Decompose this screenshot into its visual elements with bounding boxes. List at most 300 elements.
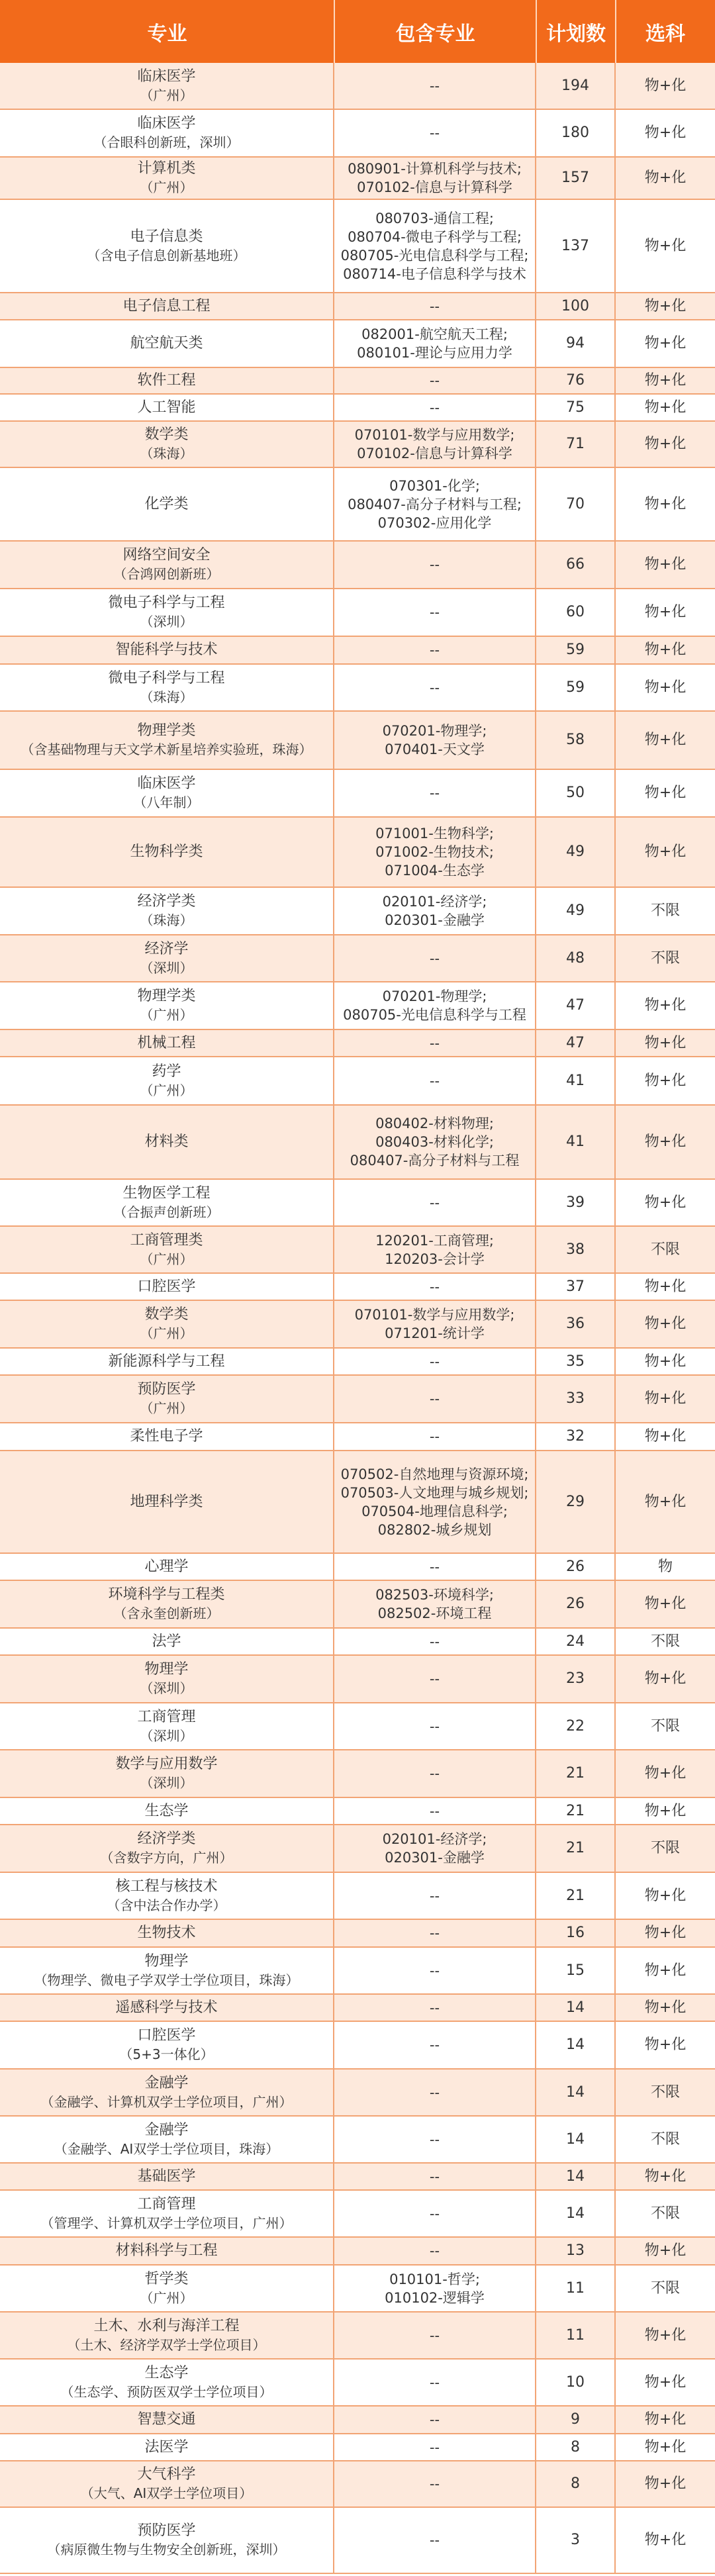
major-note: （广州）	[140, 2289, 193, 2306]
included-major: 071004-生态学	[385, 863, 485, 879]
included-major: --	[429, 950, 440, 967]
included-major: --	[429, 1194, 440, 1211]
included-majors-cell	[334, 1451, 536, 1552]
major-name: 法医学	[144, 2438, 189, 2456]
major-note: （生态学、预防医双学士学位项目）	[60, 2383, 273, 2400]
plan-count-cell	[536, 1629, 616, 1654]
table-row	[0, 293, 715, 320]
subject-requirement: 物+化	[644, 335, 687, 352]
plan-count: 100	[561, 297, 589, 314]
plan-count-cell	[536, 1227, 616, 1272]
included-major: --	[429, 2205, 440, 2222]
major-note: （含基础物理与天文学术新星培养实验班，珠海）	[21, 741, 312, 757]
major-name-cell	[0, 368, 334, 393]
major-name: 环境科学与工程类	[108, 1586, 225, 1603]
included-major: --	[429, 77, 440, 94]
table-row	[0, 1106, 715, 1180]
included-major: 071002-生物技术;	[375, 844, 494, 860]
major-note: （八年制）	[133, 794, 200, 810]
plan-count: 59	[566, 642, 585, 658]
plan-count: 24	[566, 1633, 585, 1650]
subject-requirement: 物+化	[644, 1493, 687, 1510]
plan-count: 14	[566, 2130, 585, 2148]
major-name-cell	[0, 2508, 334, 2573]
included-major: 080407-高分子材料与工程;	[348, 496, 522, 512]
included-major: --	[429, 1073, 440, 1089]
major-name-cell	[0, 2461, 334, 2506]
included-major: --	[429, 1558, 440, 1575]
subject-requirement: 不限	[650, 2130, 680, 2148]
plan-count-cell	[536, 1825, 616, 1872]
included-major: --	[429, 1887, 440, 1904]
included-major: 120201-工商管理;	[375, 1232, 494, 1249]
major-note: （5+3一体化）	[119, 2046, 214, 2062]
subject-requirement: 物+化	[644, 399, 687, 416]
plan-count: 194	[561, 77, 589, 94]
included-majors-cell	[334, 1750, 536, 1797]
included-major: --	[429, 2327, 440, 2344]
included-major: 082503-环境科学;	[375, 1587, 494, 1603]
plan-count-cell	[536, 1106, 616, 1178]
included-majors-cell	[334, 1301, 536, 1347]
subject-requirement-cell	[616, 637, 715, 663]
subject-requirement: 物+化	[644, 2168, 687, 2185]
included-major: 120203-会计学	[385, 1251, 485, 1267]
major-name: 智慧交通	[137, 2411, 196, 2428]
major-name-cell	[0, 1581, 334, 1627]
major-name: 材料类	[144, 1133, 189, 1150]
included-major: --	[429, 1925, 440, 1941]
subject-requirement: 物+化	[644, 1034, 687, 1051]
included-major: 070101-数学与应用数学;	[354, 427, 515, 443]
plan-count: 75	[566, 399, 585, 416]
plan-count: 36	[566, 1315, 585, 1332]
table-row	[0, 2164, 715, 2191]
included-major: 020101-经济学;	[382, 1831, 487, 1847]
plan-count-cell	[536, 2407, 616, 2433]
major-name-cell	[0, 1554, 334, 1580]
included-major: 080705-光电信息科学与工程	[343, 1007, 526, 1023]
subject-requirement-cell	[616, 1554, 715, 1580]
plan-count: 26	[566, 1596, 585, 1612]
subject-requirement: 物+化	[644, 372, 687, 389]
major-name-cell	[0, 395, 334, 420]
included-major: 080705-光电信息科学与工程;	[340, 247, 529, 263]
subject-requirement-cell	[616, 1057, 715, 1104]
included-majors-cell	[334, 1106, 536, 1178]
included-majors-cell	[334, 637, 536, 663]
major-note: （珠海）	[140, 689, 193, 705]
subject-requirement: 物+化	[644, 436, 687, 452]
table-row	[0, 712, 715, 770]
subject-requirement-cell	[616, 1948, 715, 1993]
plan-count: 22	[566, 1717, 585, 1735]
major-name: 物理学类	[137, 988, 196, 1004]
major-name-cell	[0, 158, 334, 199]
table-row	[0, 2238, 715, 2266]
major-name-cell	[0, 589, 334, 636]
subject-requirement: 物+化	[644, 2475, 687, 2492]
table-row	[0, 1274, 715, 1301]
included-major: --	[429, 1999, 440, 2016]
major-note: （深圳）	[140, 614, 193, 630]
subject-requirement-cell	[616, 395, 715, 420]
included-majors-cell	[334, 63, 536, 109]
subject-requirement-cell	[616, 888, 715, 934]
plan-count-cell	[536, 2434, 616, 2460]
included-majors-cell	[334, 1030, 536, 1056]
major-name: 法学	[152, 1633, 181, 1650]
major-note: （含中法合作办学）	[107, 1897, 226, 1913]
subject-requirement-cell	[616, 110, 715, 156]
major-name-cell	[0, 63, 334, 109]
major-name: 人工智能	[137, 399, 196, 416]
subject-requirement: 不限	[650, 2083, 680, 2101]
table-row	[0, 2313, 715, 2360]
plan-count: 11	[566, 2326, 585, 2344]
table-row	[0, 2508, 715, 2574]
table-row	[0, 110, 715, 158]
major-name-cell	[0, 1798, 334, 1824]
included-major: --	[429, 1962, 440, 1979]
plan-count-cell	[536, 1301, 616, 1347]
plan-count: 47	[566, 997, 585, 1014]
table-row	[0, 818, 715, 888]
major-name: 预防医学	[137, 2522, 196, 2539]
plan-count: 49	[566, 902, 585, 919]
header-included-majors: 包含专业	[395, 22, 475, 46]
table-row	[0, 2022, 715, 2070]
included-majors-cell	[334, 1274, 536, 1300]
plan-count-cell	[536, 2117, 616, 2162]
subject-requirement-cell	[616, 63, 715, 109]
major-name: 生物技术	[137, 1925, 196, 1941]
included-majors-cell	[334, 1995, 536, 2021]
plan-count-cell	[536, 542, 616, 588]
table-row	[0, 1423, 715, 1451]
major-name: 航空航天类	[130, 335, 203, 352]
included-majors-cell	[334, 1180, 536, 1225]
major-note: （深圳）	[140, 1775, 193, 1791]
table-row	[0, 2360, 715, 2407]
plan-count: 60	[566, 604, 585, 620]
major-note: （广州）	[140, 1325, 193, 1341]
major-name-cell	[0, 2191, 334, 2236]
included-majors-cell	[334, 2266, 536, 2311]
major-name: 微电子科学与工程	[108, 669, 225, 687]
subject-requirement-cell	[616, 1106, 715, 1178]
subject-requirement-cell	[616, 2407, 715, 2433]
plan-count-cell	[536, 770, 616, 816]
major-name-cell	[0, 1376, 334, 1422]
major-name-cell	[0, 293, 334, 319]
major-name-cell	[0, 200, 334, 292]
included-majors-cell	[334, 1873, 536, 1919]
plan-count: 21	[566, 1765, 585, 1782]
included-major: 070102-信息与计算科学	[357, 446, 512, 461]
major-note: （珠海）	[140, 912, 193, 928]
major-note: （金融学、AI双学士学位项目，珠海）	[54, 2140, 279, 2157]
table-row	[0, 1750, 715, 1798]
subject-requirement: 不限	[650, 902, 680, 919]
table-header	[0, 0, 715, 63]
major-name: 微电子科学与工程	[108, 595, 225, 611]
included-major: 080101-理论与应用力学	[357, 345, 512, 361]
included-majors-cell	[334, 293, 536, 319]
included-majors-cell	[334, 2434, 536, 2460]
included-major: 082502-环境工程	[377, 1605, 492, 1621]
subject-requirement-cell	[616, 1873, 715, 1919]
plan-count-cell	[536, 2022, 616, 2068]
included-majors-cell	[334, 1349, 536, 1374]
major-name: 临床医学	[137, 775, 196, 792]
subject-requirement: 物	[657, 1558, 673, 1575]
included-majors-cell	[334, 888, 536, 934]
plan-count: 66	[566, 556, 585, 573]
plan-count: 13	[566, 2242, 585, 2259]
subject-requirement-cell	[616, 1227, 715, 1272]
major-name: 经济学类	[137, 893, 196, 910]
included-majors-cell	[334, 2164, 536, 2189]
subject-requirement-cell	[616, 542, 715, 588]
subject-requirement-cell	[616, 2461, 715, 2506]
plan-count-cell	[536, 1554, 616, 1580]
table-row	[0, 2117, 715, 2164]
plan-count: 94	[566, 335, 585, 352]
plan-count: 41	[566, 1133, 585, 1150]
major-name: 金融学	[144, 2121, 189, 2138]
major-name-cell	[0, 1825, 334, 1872]
included-majors-cell	[334, 2313, 536, 2358]
included-major: 010102-逻辑学	[385, 2289, 485, 2306]
subject-requirement-cell	[616, 2070, 715, 2115]
plan-count: 33	[566, 1390, 585, 1407]
included-major: 070401-天文学	[385, 741, 485, 757]
plan-count: 29	[566, 1493, 585, 1510]
major-name: 材料科学与工程	[115, 2242, 218, 2259]
major-name: 工商管理	[137, 2195, 196, 2213]
plan-count-cell	[536, 1349, 616, 1374]
subject-requirement-cell	[616, 1030, 715, 1056]
major-note: （土木、经济学双学士学位项目）	[67, 2336, 266, 2353]
subject-requirement-cell	[616, 665, 715, 710]
included-major: --	[429, 785, 440, 801]
included-major: --	[429, 1278, 440, 1295]
major-name-cell	[0, 2266, 334, 2311]
plan-count-cell	[536, 665, 616, 710]
included-major: 070504-地理信息科学;	[361, 1503, 508, 1519]
included-major: --	[429, 604, 440, 620]
table-row	[0, 542, 715, 589]
included-majors-cell	[334, 818, 536, 886]
plan-count: 70	[566, 495, 585, 512]
plan-count: 8	[571, 2438, 580, 2456]
table-row	[0, 1581, 715, 1629]
subject-requirement: 物+化	[644, 642, 687, 658]
plan-count-cell	[536, 888, 616, 934]
major-note: （深圳）	[140, 1727, 193, 1744]
table-row	[0, 1948, 715, 1995]
major-name-cell	[0, 1451, 334, 1552]
plan-count-cell	[536, 422, 616, 467]
included-major: 070201-物理学;	[382, 988, 487, 1004]
major-name-cell	[0, 2434, 334, 2460]
included-major: --	[429, 1718, 440, 1735]
subject-requirement: 物+化	[644, 1802, 687, 1819]
subject-requirement: 物+化	[644, 1765, 687, 1782]
subject-requirement: 不限	[650, 2279, 680, 2297]
included-major: --	[429, 1803, 440, 1819]
plan-count-cell	[536, 1057, 616, 1104]
plan-count: 16	[566, 1925, 585, 1941]
major-name-cell	[0, 982, 334, 1029]
included-major: --	[429, 125, 440, 141]
major-note: （管理学、计算机双学士学位项目，广州）	[40, 2215, 293, 2231]
plan-count: 3	[571, 2532, 580, 2548]
plan-count: 32	[566, 1428, 585, 1445]
included-major: 010101-哲学;	[389, 2271, 480, 2287]
plan-count-cell	[536, 1995, 616, 2021]
plan-count-cell	[536, 1798, 616, 1824]
subject-requirement-cell	[616, 935, 715, 981]
major-name-cell	[0, 712, 334, 769]
major-name-cell	[0, 1349, 334, 1374]
major-note: （广州）	[140, 1251, 193, 1267]
major-name: 机械工程	[137, 1034, 196, 1051]
table-row	[0, 2461, 715, 2508]
major-name-cell	[0, 818, 334, 886]
major-name-cell	[0, 1703, 334, 1749]
included-major: 080704-微电子科学与工程;	[348, 228, 522, 245]
major-note: （合鸿网创新班）	[113, 566, 220, 582]
table-row	[0, 1057, 715, 1106]
plan-count-cell	[536, 2266, 616, 2311]
subject-requirement: 物+化	[644, 785, 687, 801]
subject-requirement: 物+化	[644, 124, 687, 141]
included-major: --	[429, 679, 440, 696]
major-name: 核工程与核技术	[115, 1878, 218, 1895]
subject-requirement: 物+化	[644, 2326, 687, 2344]
subject-requirement-cell	[616, 422, 715, 467]
table-row	[0, 1656, 715, 1703]
major-name: 经济学	[144, 940, 189, 957]
major-name: 物理学	[144, 1661, 189, 1678]
major-note: （合振声创新班）	[113, 1204, 220, 1220]
major-note: （珠海）	[140, 446, 193, 461]
subject-requirement-cell	[616, 1376, 715, 1422]
plan-count: 37	[566, 1278, 585, 1295]
major-name-cell	[0, 2238, 334, 2264]
subject-requirement: 物+化	[644, 2411, 687, 2428]
major-name: 口腔医学	[137, 2027, 196, 2044]
plan-count: 35	[566, 1353, 585, 1370]
subject-requirement: 物+化	[644, 1278, 687, 1295]
major-name-cell	[0, 1948, 334, 1993]
major-name: 哲学类	[144, 2270, 189, 2287]
table-row	[0, 2191, 715, 2238]
included-major: 020301-金融学	[385, 912, 485, 928]
subject-requirement-cell	[616, 158, 715, 199]
subject-requirement: 不限	[650, 2205, 680, 2222]
plan-count-cell	[536, 712, 616, 769]
major-name-cell	[0, 770, 334, 816]
plan-count: 15	[566, 1962, 585, 1979]
table-row	[0, 1995, 715, 2022]
subject-requirement: 不限	[650, 949, 680, 967]
subject-requirement: 物+化	[644, 843, 687, 860]
included-major: 082802-城乡规划	[377, 1521, 492, 1538]
included-major: --	[429, 2412, 440, 2428]
major-name-cell	[0, 2407, 334, 2433]
included-majors-cell	[334, 542, 536, 588]
table-row	[0, 1451, 715, 1554]
major-name: 数学与应用数学	[115, 1756, 218, 1772]
included-majors-cell	[334, 712, 536, 769]
included-major: 070201-物理学;	[382, 723, 487, 739]
major-name-cell	[0, 2022, 334, 2068]
major-name: 化学类	[144, 495, 189, 512]
included-major: 020101-经济学;	[382, 894, 487, 910]
major-name: 物理学类	[137, 722, 196, 739]
subject-requirement-cell	[616, 1581, 715, 1627]
included-major: --	[429, 557, 440, 573]
included-majors-cell	[334, 468, 536, 540]
major-note: （含数字方向，广州）	[100, 1850, 233, 1866]
table-row	[0, 2407, 715, 2434]
included-majors-cell	[334, 368, 536, 393]
plan-count: 59	[566, 679, 585, 696]
table-row	[0, 422, 715, 468]
major-name: 工商管理类	[130, 1231, 203, 1249]
included-major: --	[429, 1671, 440, 1687]
included-majors-cell	[334, 320, 536, 367]
table-row	[0, 1703, 715, 1750]
subject-requirement-cell	[616, 1423, 715, 1450]
subject-requirement-cell	[616, 1451, 715, 1552]
plan-count: 47	[566, 1034, 585, 1051]
major-name: 地理科学类	[130, 1493, 203, 1510]
major-name-cell	[0, 2117, 334, 2162]
included-majors-cell	[334, 1554, 536, 1580]
plan-count-cell	[536, 982, 616, 1029]
plan-count: 11	[566, 2279, 585, 2297]
table-row	[0, 665, 715, 712]
plan-count-cell	[536, 1873, 616, 1919]
plan-count-cell	[536, 158, 616, 199]
plan-count: 21	[566, 1887, 585, 1904]
subject-requirement: 物+化	[644, 1670, 687, 1687]
subject-requirement-cell	[616, 2266, 715, 2311]
subject-requirement-cell	[616, 1995, 715, 2021]
plan-count-cell	[536, 63, 616, 109]
table-row	[0, 2070, 715, 2117]
plan-count-cell	[536, 2191, 616, 2236]
table-row	[0, 770, 715, 818]
major-name: 生态学	[144, 2364, 189, 2381]
included-major: 070503-人文地理与城乡规划;	[340, 1484, 529, 1501]
plan-count-cell	[536, 637, 616, 663]
major-note: （广州）	[140, 1007, 193, 1023]
major-name-cell	[0, 637, 334, 663]
subject-requirement-cell	[616, 293, 715, 319]
table-row	[0, 1227, 715, 1274]
plan-count: 38	[566, 1241, 585, 1258]
major-note: （广州）	[140, 1082, 193, 1098]
subject-requirement-cell	[616, 200, 715, 292]
subject-requirement: 不限	[650, 1633, 680, 1650]
plan-count-cell	[536, 293, 616, 319]
major-note: （广州）	[140, 1400, 193, 1416]
